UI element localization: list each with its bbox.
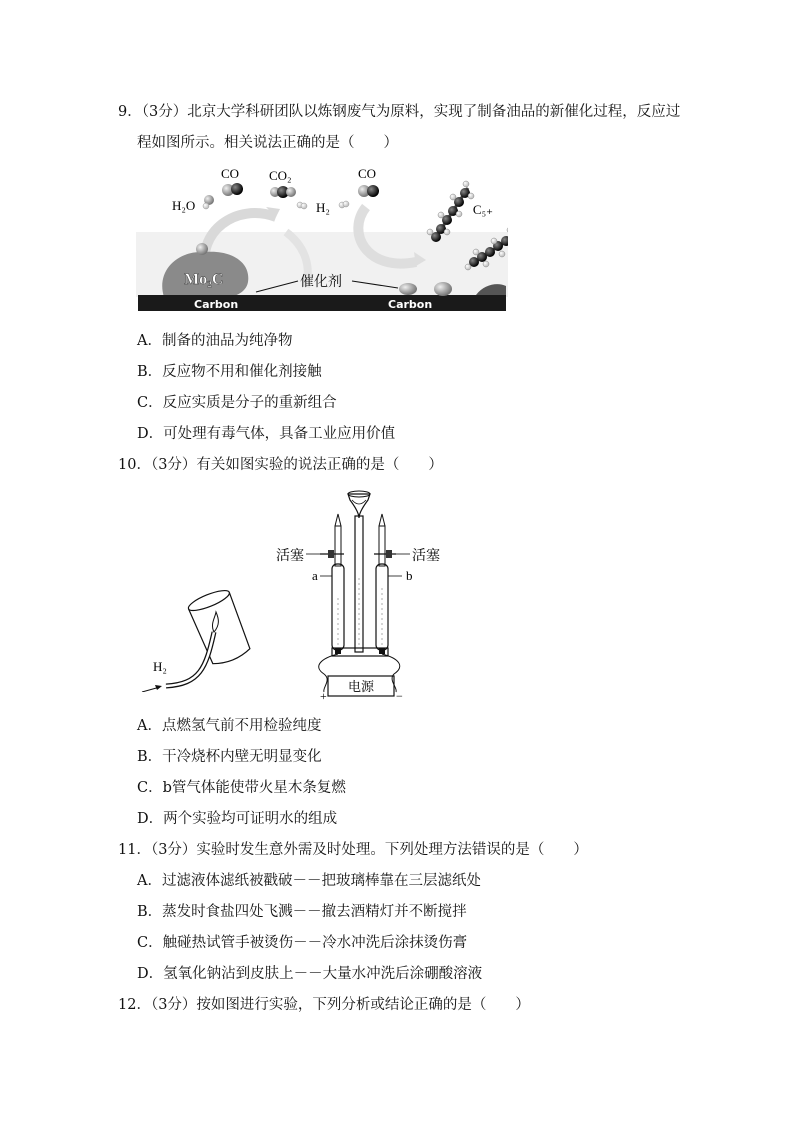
carbon-label-right: Carbon [388, 298, 433, 311]
co-label-right: CO [358, 166, 377, 181]
mo2c-label: Mo₂C [184, 271, 224, 288]
carbon-label-left: Carbon [194, 298, 239, 311]
q9-figure [136, 162, 508, 314]
co-label-left: CO [221, 166, 240, 181]
q11-option-b[interactable]: B．蒸发时食盐四处飞溅－－撤去酒精灯并不断搅拌 [137, 904, 467, 920]
q9-stem-line2: 程如图所示。相关说法正确的是（ ） [137, 135, 398, 151]
q9-option-c[interactable]: C．反应实质是分子的重新组合 [137, 395, 337, 411]
q11-stem: 11．（3分）实验时发生意外需及时处理。下列处理方法错误的是（ ） [118, 842, 588, 858]
q12-stem: 12．（3分）按如图进行实验，下列分析或结论正确的是（ ） [118, 997, 530, 1013]
tube-b-label: b [406, 568, 413, 583]
q11-option-a[interactable]: A．过滤液体滤纸被戳破－－把玻璃棒靠在三层滤纸处 [137, 873, 481, 889]
stopcock-label-right: 活塞 [412, 549, 440, 564]
h2-label: H₂ [316, 200, 330, 215]
q11-option-d[interactable]: D．氢氧化钠沾到皮肤上－－大量水冲洗后涂硼酸溶液 [137, 966, 483, 982]
q11-option-c[interactable]: C．触碰热试管手被烫伤－－冷水冲洗后涂抹烫伤膏 [137, 935, 468, 951]
positive-terminal-label: + [320, 689, 327, 703]
q10-stem: 10．（3分）有关如图实验的说法正确的是（ ） [118, 457, 443, 473]
tube-a-label: a [312, 568, 318, 583]
q10-option-a[interactable]: A．点燃氢气前不用检验纯度 [137, 718, 322, 734]
h2-inlet-label: H₂ [153, 659, 167, 674]
catalyst-label: 催化剂 [300, 275, 342, 290]
power-supply-label: 电源 [347, 679, 375, 694]
stopcock-label-left: 活塞 [276, 549, 304, 564]
h2o-label: H₂O [172, 198, 196, 213]
c5-label: C₅₊ [472, 202, 493, 217]
co2-label: CO₂ [269, 168, 292, 183]
q10-electrolysis-figure [272, 488, 448, 704]
q10-option-b[interactable]: B．干冷烧杯内壁无明显变化 [137, 749, 322, 765]
q9-option-a[interactable]: A．制备的油品为纯净物 [137, 333, 293, 349]
q10-option-d[interactable]: D．两个实验均可证明水的组成 [137, 811, 338, 827]
q10-option-c[interactable]: C．b管气体能使带火星木条复燃 [137, 780, 346, 796]
q9-option-d[interactable]: D．可处理有毒气体，具备工业应用价值 [137, 426, 396, 442]
q9-option-b[interactable]: B．反应物不用和催化剂接触 [137, 364, 322, 380]
negative-terminal-label: − [396, 689, 403, 703]
q10-hydrogen-burning-figure [140, 588, 260, 692]
q9-stem-line1: 9．（3分）北京大学科研团队以炼钢废气为原料，实现了制备油品的新催化过程，反应过 [118, 104, 681, 120]
